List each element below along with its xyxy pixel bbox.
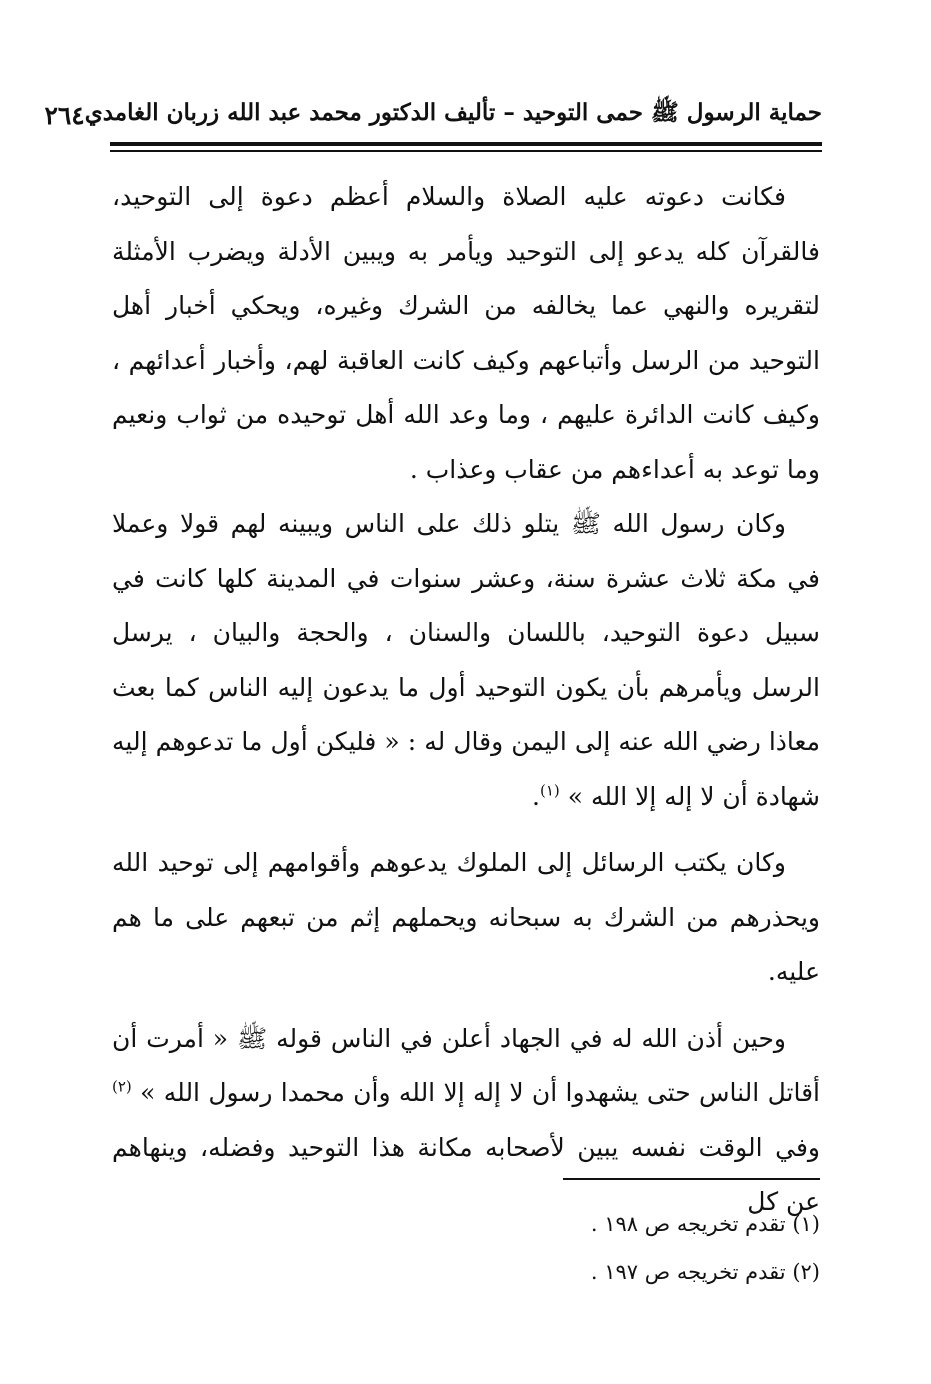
paragraph-1: فكانت دعوته عليه الصلاة والسلام أعظم دعوة إلى التوحيد، فالقرآن كله يدعو إلى التوحيد ويأمر به ويبين الأدلة ويضرب الأمثلة لتقريره والنهي عما يخالفه من الشرك وغيره، ويحكي أخبار أهل التوحيد من الرسل وأتباعهم وكيف كانت العاقبة لهم، وأخبار أعدائهم ، وكيف كانت الدائرة عليهم ، وما وعد الله أهل توحيده من ثواب ونعيم وما توعد به أعداءهم من عقاب وعذاب . (112, 182, 820, 484)
header-rule-thick (110, 142, 822, 146)
footnotes (112, 1200, 820, 1296)
header-title: حماية الرسول ﷺ حمى التوحيد – تأليف الدكتور محمد عبد الله زربان الغامدي (84, 99, 822, 126)
body-text (112, 170, 820, 1230)
footnote-2: (٢) تقدم تخريجه ص ١٩٧ . (590, 1260, 820, 1284)
footnote-ref-1[interactable]: (١) (539, 781, 560, 800)
page-number: ٢٦٤ (44, 100, 85, 130)
footnote-ref-2[interactable]: (٢) (112, 1077, 132, 1096)
paragraph-4: وحين أذن الله له في الجهاد أعلن في الناس قوله ﷺ « أمرت أن أقاتل الناس حتى يشهدوا أن لا إله إلا الله وأن محمدا رسول الله » $^{(٢)}$ وفي الوقت نفسه يبين لأصحابه مكانة هذا التوحيد وفضله، وينهاهم عن كل (112, 1023, 820, 1216)
running-header (44, 92, 822, 138)
footnote-separator (563, 1178, 820, 1180)
footnote-1: (١) تقدم تخريجه ص ١٩٨ . (590, 1212, 820, 1236)
paragraph-2: وكان رسول الله ﷺ يتلو ذلك على الناس ويبينه لهم قولا وعملا في مكة ثلاث عشرة سنة، وعشر سنوات في المدينة كلها كانت في سبيل دعوة التوحيد، باللسان والسنان ، والحجة والبيان ، يرسل الرسل ويأمرهم بأن يكون التوحيد أول ما يدعون إليه الناس كما بعث معاذا رضي الله عنه إلى اليمن وقال له : « فليكن أول ما تدعوهم إليه شهادة أن لا إله إلا الله » $^{(١)}$. (112, 509, 820, 811)
paragraph-3: وكان يكتب الرسائل إلى الملوك يدعوهم وأقوامهم إلى توحيد الله ويحذرهم من الشرك به سبحانه ويحملهم إثم من تبعهم على ما هم عليه. (112, 848, 820, 986)
header-rule-thin (110, 150, 822, 152)
